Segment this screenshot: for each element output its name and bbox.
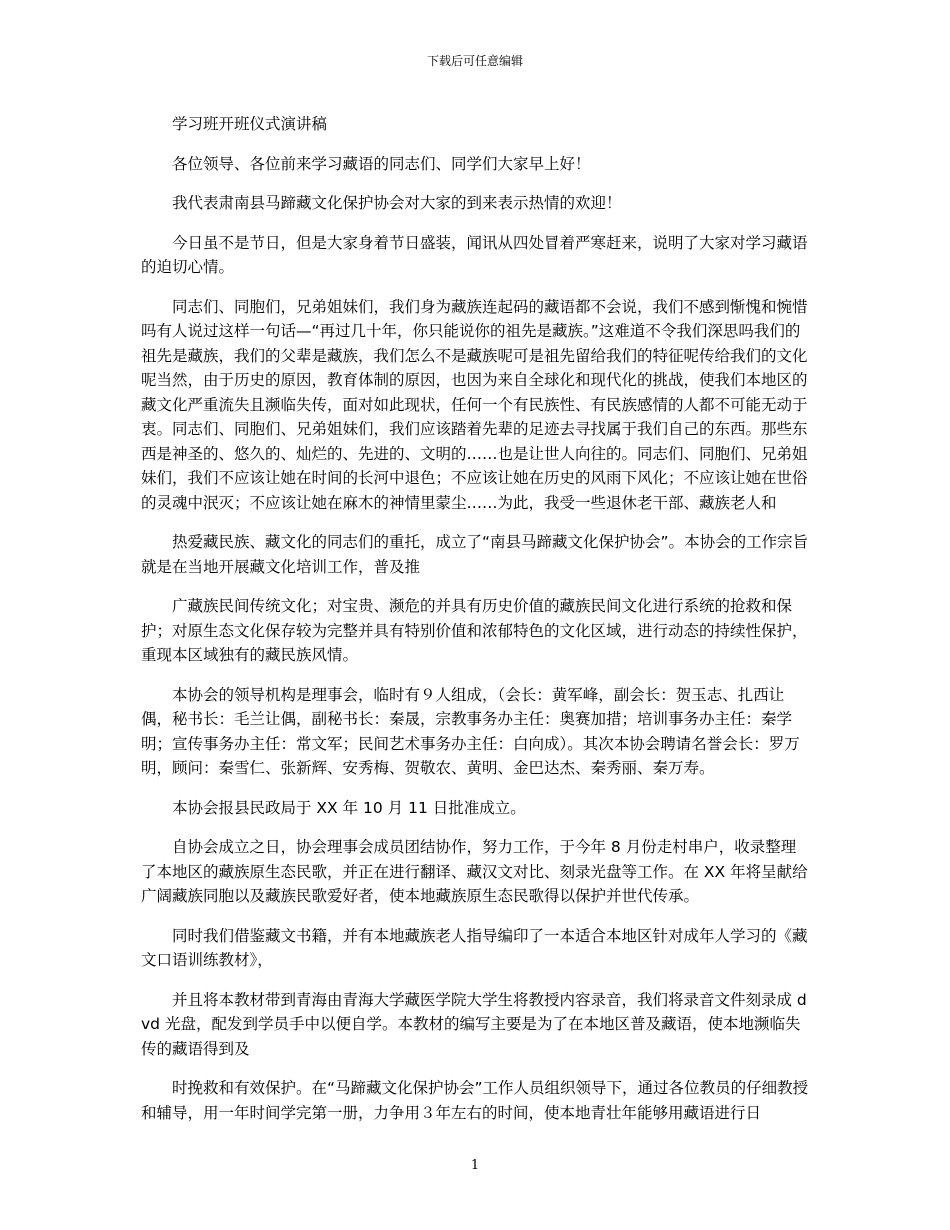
- paragraph-heritage: 同志们、同胞们，兄弟姐妹们，我们身为藏族连起码的藏语都不会说，我们不感到惭愧和惋惜吗有人说过这样一句话—“再过几十年，你只能说你的祖先是藏族。”这难道不令我们深思吗我们的祖先是藏族，我们的父辈是藏族，我们怎么不是藏族呢可是祖先留给我们的特征呢传给我们的文化呢当然，由于历史的原因，教育体制的原因，也因为来自全球化和现代化的挑战，使我们本地区的藏文化严重流失且濒临失传，面对如此现状，任何一个有民族性、有民族感情的人都不可能无动于衷。同志们、同胞们、兄弟姐妹们，我们应该踏着先辈的足迹去寻找属于我们自己的东西。那些东西是神圣的、悠久的、灿烂的、先进的、文明的……也是让世人向往的。同志们、同胞们、兄弟姐妹们，我们不应该让她在时间的长河中退色；不应该让她在历史的风雨下风化；不应该让她在世俗的灵魂中泯灭；不应该让她在麻木的神情里蒙尘……为此，我受一些退休老干部、藏族老人和: [141, 297, 808, 512]
- paragraph-textbook: 同时我们借鉴藏文书籍，并有本地藏族老人指导编印了一本适合本地区针对成年人学习的《藏文口语训练教材》，: [141, 926, 808, 969]
- paragraph-founding: 热爱藏民族、藏文化的同志们的重托，成立了“南县马蹄藏文化保护协会”。本协会的工作宗旨就是在当地开展藏文化培训工作，普及推: [141, 533, 809, 576]
- paragraph-greeting: 各位领导、各位前来学习藏语的同志们、同学们大家早上好！: [172, 154, 591, 173]
- paragraph-approval: 本协会报县民政局于 XX 年 10 月 11 日批准成立。: [172, 798, 526, 817]
- document-body: [141, 112, 811, 1140]
- paragraph-folk-songs: 自协会成立之日，协会理事会成员团结协作，努力工作，于今年 8 月份走村串户，收录整理了本地区的藏族原生态民歌，并正在进行翻译、藏汉文对比、刻录光盘等工作。在 XX 年将呈献给广阔藏族同胞以及藏族民歌爱好者，使本地藏族原生态民歌得以保护并世代传承。: [141, 838, 808, 905]
- paragraph-leadership: 本协会的领导机构是理事会，临时有９人组成，（会长：黄军峰，副会长：贺玉志、扎西让偶，秘书长：毛兰让偶，副秘书长：秦晟，宗教事务办主任：奥赛加措；培训事务办主任：秦学明；宣传事务办主任：常文军；民间艺术事务办主任：白向成）。其次本协会聘请名誉会长：罗万明，顾问：秦雪仁、张新辉、安秀梅、贺敬农、黄明、金巴达杰、秦秀丽、秦万寿。: [141, 685, 800, 777]
- paragraph-opening: 今日虽不是节日，但是大家身着节日盛装，闻讯从四处冒着严寒赶来，说明了大家对学习藏语的迫切心情。: [141, 233, 808, 276]
- page-header: 下载后可任意编辑: [426, 54, 523, 68]
- paragraph-plan: 时挽救和有效保护。在“马蹄藏文化保护协会”工作人员组织领导下，通过各位教员的仔细教授和辅导，用一年时间学完第一册，力争用３年左右的时间，使本地青壮年能够用藏语进行日: [141, 1079, 809, 1122]
- paragraph-welcome: 我代表肃南县马蹄藏文化保护协会对大家的到来表示热情的欢迎！: [172, 194, 622, 212]
- paragraph-mission: 广藏族民间传统文化；对宝贵、濒危的并具有历史价值的藏族民间文化进行系统的抢救和保护；对原生态文化保存较为完整并具有特别价值和浓郁特色的文化区域，进行动态的持续性保护，重现本区域独有的藏民族风情。: [141, 597, 808, 664]
- page-number: 1: [470, 1158, 480, 1173]
- document-title: 学习班开班仪式演讲稿: [172, 115, 328, 133]
- paragraph-recording: 并且将本教材带到青海由青海大学藏医学院大学生将教授内容录音，我们将录音文件刻录成 dvd 光盘，配发到学员手中以便自学。本教材的编写主要是为了在本地区普及藏语，使本地濒临失传的藏语得到及: [141, 990, 807, 1058]
